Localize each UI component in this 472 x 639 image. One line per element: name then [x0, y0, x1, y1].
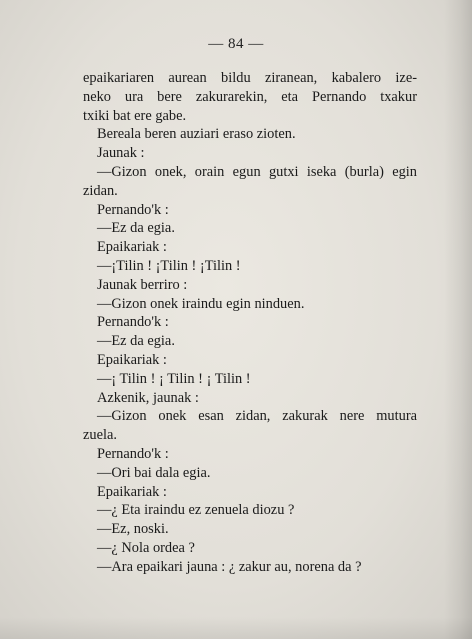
text-line: —¿ Nola ordea ?	[97, 539, 195, 556]
text-line: —¡ Tilin ! ¡ Tilin ! ¡ Tilin !	[97, 370, 251, 387]
text-line: —Gizon onek esan zidan, zakurak nere mutura	[97, 408, 417, 425]
page-number: — 84 —	[208, 36, 264, 52]
text-line: Pernando'k :	[97, 445, 169, 462]
page-edge-shadow	[444, 0, 472, 639]
text-line: —Ez da egia.	[97, 220, 175, 237]
text-line: Azkenik, jaunak :	[97, 389, 199, 406]
text-line: —Gizon onek, orain egun gutxi iseka (burla) egin	[97, 163, 417, 180]
text-line: —¡Tilin ! ¡Tilin ! ¡Tilin !	[97, 257, 241, 274]
text-line: Jaunak berriro :	[97, 276, 188, 293]
text-line: —Ez, noski.	[97, 521, 169, 538]
text-line: —Ori bai dala egia.	[97, 464, 211, 481]
text-line: neko ura bere zakurarekin, eta Pernando txakur	[83, 88, 417, 105]
page-text-block	[83, 69, 417, 577]
text-line: Bereala beren auziari eraso zioten.	[97, 126, 296, 143]
text-line: epaikariaren aurean bildu ziranean, kabalero ize-	[83, 70, 417, 86]
text-line: Epaikariak :	[97, 351, 167, 368]
text-line: zuela.	[83, 427, 117, 444]
text-line: zidan.	[83, 182, 118, 199]
page-bottom-shadow	[0, 617, 472, 639]
text-line: —¿ Eta iraindu ez zenuela diozu ?	[97, 502, 295, 519]
text-line: Pernando'k :	[97, 201, 169, 218]
text-line: Pernando'k :	[97, 314, 169, 331]
text-line: —Ez da egia.	[97, 333, 175, 350]
text-line: txiki bat ere gabe.	[83, 107, 187, 124]
text-line: —Ara epaikari jauna : ¿ zakur au, norena da ?	[97, 558, 362, 575]
text-line: Epaikariak :	[97, 483, 167, 500]
text-line: Epaikariak :	[97, 239, 167, 256]
text-line: Jaunak :	[97, 145, 145, 162]
text-line: —Gizon onek iraindu egin ninduen.	[97, 295, 305, 312]
